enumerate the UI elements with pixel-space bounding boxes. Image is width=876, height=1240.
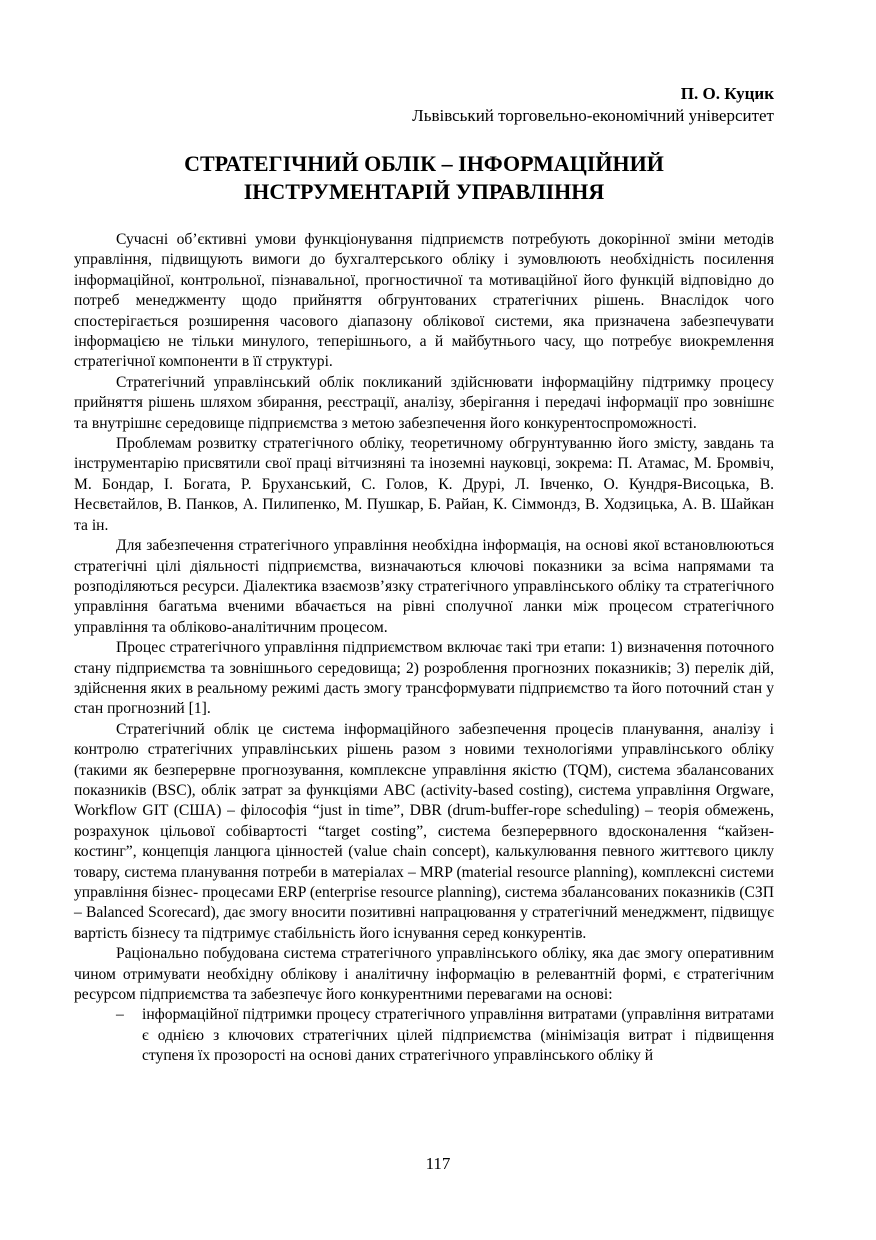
paragraph-4: Для забезпечення стратегічного управління необхідна інформація, на основі якої встановлюються стратегічні цілі діяльності підприємства, визначаються ключові показники за всіма напрямами та розподіляються ресурси. Діалектика взаємозв’язку стратегічного управлінського обліку та стратегічного управління багатьма вченими вбачається на рівні сполучної ланки між процесом стратегічного управління та обліково-аналітичним процесом.	[74, 537, 774, 636]
list-item-text: інформаційної підтримки процесу стратегічного управління витратами (управління витратами є однією з ключових стратегічних цілей підприємства (мінімізація витрат і підвищення ступеня їх прозорості на основі даних стратегічного управлінського обліку й	[142, 1006, 774, 1065]
paragraph-6: Стратегічний облік це система інформаційного забезпечення процесів планування, аналізу і контролю стратегічних управлінських рішень разом з новими технологіями управлінського обліку (такими як безперервне прогнозування, комплексне управління якістю (TQM), система збалансованих показників (BSC), облік затрат за функціями ABC (activity-based costing), система управління Orgware, Workflow GIT (США) – філософія “just in time”, DBR (drum-buffer-rope scheduling) – теорія обмежень, розрахунок цільової собівартості “target costing”, система безперервного вдосконалення “кайзен-костинг”, концепція ланцюга цінностей (value chain concept), калькулювання певного життєвого циклу товару, система планування потреби в матеріалах – MRP (material resource planning), комплексні системи управління бізнес- процесами ERP (enterprise resource planning), система збалансованих показників (СЗП – Balanced Scorecard), дає змогу вносити позитивні напрацювання у стратегічний менеджмент, підвищує вартість бізнесу та підтримує стабільність його існування серед конкурентів.	[74, 720, 774, 942]
article-body	[74, 230, 774, 1067]
title-line-1: СТРАТЕГІЧНИЙ ОБЛІК – ІНФОРМАЦІЙНИЙ	[184, 151, 664, 176]
bullet-list	[74, 1005, 774, 1066]
paragraph-7: Раціонально побудована система стратегічного управлінського обліку, яка дає змогу оперативним чином отримувати необхідну облікову і аналітичну інформацію в релевантній формі, є стратегічним ресурсом підприємства та забезпечує його конкурентними перевагами на основі:	[74, 945, 774, 1004]
paragraph-5: Процес стратегічного управління підприємством включає такі три етапи: 1) визначення поточного стану підприємства та зовнішнього середовища; 2) розроблення прогнозних показників; 3) перелік дій, здійснення яких в реальному режимі дасть змогу трансформувати підприємство та його поточний стан у стан прогнозний [1].	[74, 639, 774, 718]
paper-title	[74, 150, 774, 206]
author-name: П. О. Куцик	[680, 84, 774, 103]
page-number: 117	[425, 1154, 451, 1173]
dash-marker: –	[116, 1006, 124, 1024]
paragraph-3: Проблемам розвитку стратегічного обліку, теоретичному обгрунтуванню його змісту, завдань та інструментарію присвятили свої праці вітчизняні та іноземні науковці, зокрема: П. Атамас, М. Бромвіч, М. Бондар, І. Богата, Р. Бруханський, С. Голов, К. Друрі, Л. Івченко, О. Кундря-Висоцька, В. Несвєтайлов, В. Панков, А. Пилипенко, М. Пушкар, Б. Райан, К. Сіммондз, В. Ходзицька, А. В. Шайкан та ін.	[74, 435, 774, 534]
paragraph-2: Стратегічний управлінський облік покликаний здійснювати інформаційну підтримку процесу прийняття рішень шляхом збирання, реєстрації, аналізу, зберігання і передачі інформації про зовнішнє та внутрішнє середовище підприємства з метою забезпечення його конкурентоспроможності.	[74, 373, 774, 432]
list-item	[74, 1005, 774, 1066]
paragraph-1: Сучасні об’єктивні умови функціонування підприємств потребують докорінної зміни методів управління, підвищують вимоги до бухгалтерського обліку і зумовлюють необхідність посилення інформаційної, контрольної, пізнавальної, прогностичної та мотиваційної його функцій відповідно до потреб менеджменту щодо прийняття обгрунтованих стратегічних рішень. Внаслідок чого спостерігається розширення часового діапазону облікової системи, яка призначена забезпечувати інформацією не тільки минулого, теперішнього, а й майбутнього часу, що потребує виокремлення стратегічної компоненти в її структурі.	[74, 231, 774, 371]
title-line-2: ІНСТРУМЕНТАРІЙ УПРАВЛІННЯ	[243, 179, 605, 204]
author-affiliation: Львівський торговельно-економічний університет	[412, 106, 774, 125]
